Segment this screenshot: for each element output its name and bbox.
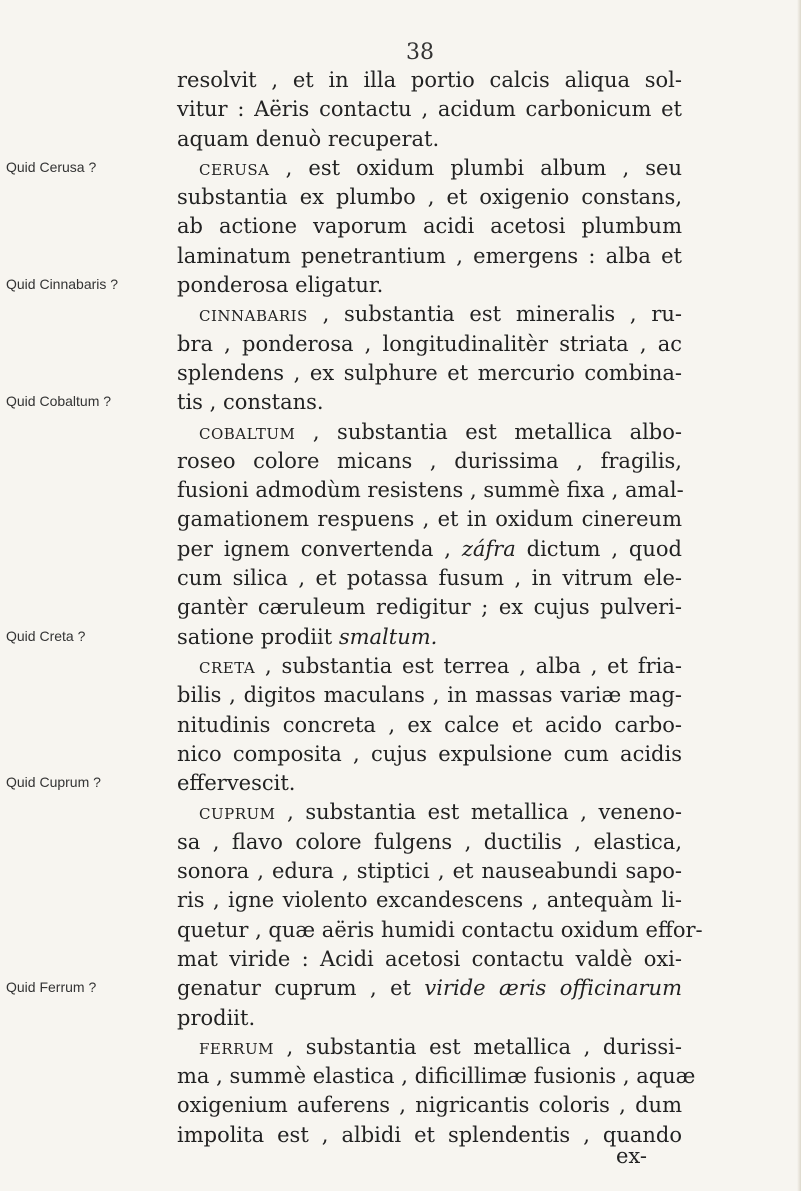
text-segment: aquam denuò recuperat. bbox=[177, 126, 440, 151]
text-line bbox=[177, 1091, 682, 1120]
text-line bbox=[177, 535, 682, 564]
text-segment: per ignem convertenda , bbox=[177, 536, 462, 561]
text-segment: prodiit. bbox=[177, 1005, 256, 1030]
text-line bbox=[177, 974, 682, 1003]
text-segment: oxigenium auferens , nigricantis coloris , dum bbox=[177, 1093, 682, 1118]
text-line bbox=[177, 711, 682, 740]
text-segment: , substantia est metallica , veneno- bbox=[275, 800, 682, 825]
text-segment: satione prodiit bbox=[177, 624, 339, 649]
text-line bbox=[177, 154, 682, 183]
text-segment: , substantia est mineralis , ru- bbox=[307, 302, 682, 327]
text-line bbox=[177, 740, 682, 769]
text-segment: gantèr cæruleum redigitur ; ex cujus pulveri- bbox=[177, 595, 682, 620]
text-line bbox=[177, 95, 682, 124]
text-segment: vitur : Aëris contactu , acidum carbonicum et bbox=[177, 97, 682, 122]
text-segment: sonora , edura , stiptici , et nauseabundi sapo- bbox=[177, 859, 682, 884]
text-segment: nitudinis concreta , ex calce et acido carbo- bbox=[177, 712, 682, 737]
text-line bbox=[177, 183, 682, 212]
entry-headword: cerusa bbox=[199, 155, 270, 180]
text-segment: splendens , ex sulphure et mercurio combina- bbox=[177, 360, 682, 385]
text-line bbox=[177, 447, 682, 476]
text-segment: roseo colore micans , durissima , fragilis, bbox=[177, 448, 682, 473]
text-line bbox=[177, 125, 682, 154]
text-line bbox=[177, 1062, 696, 1091]
italic-term: viride æris officinarum bbox=[424, 976, 682, 1001]
catchword: ex- bbox=[616, 1144, 647, 1168]
text-line bbox=[177, 505, 682, 534]
text-segment: quetur , quæ aëris humidi contactu oxidum effor- bbox=[177, 917, 703, 942]
text-line bbox=[177, 242, 682, 271]
text-line bbox=[177, 916, 703, 945]
italic-term: smaltum. bbox=[338, 624, 438, 649]
text-segment: ris , igne violento excandescens , antequàm li- bbox=[177, 888, 682, 913]
text-line bbox=[177, 271, 682, 300]
italic-term: záfra bbox=[461, 536, 516, 561]
text-segment: genatur cuprum , et bbox=[177, 976, 425, 1001]
text-segment: nico composita , cujus expulsione cum acidis bbox=[177, 741, 682, 766]
text-segment: sa , flavo colore fulgens , ductilis , elastica, bbox=[177, 829, 682, 854]
text-segment: fusioni admodùm resistens , summè fixa , amal- bbox=[177, 478, 684, 503]
text-line bbox=[177, 330, 682, 359]
page-edge bbox=[797, 0, 801, 1191]
text-segment: impolita est , albidi et splendentis , quando bbox=[177, 1122, 682, 1147]
margin-question: Quid Cobaltum ? bbox=[6, 393, 112, 410]
margin-question: Quid Cinnabaris ? bbox=[6, 276, 119, 293]
text-segment: , substantia est terrea , alba , et fria- bbox=[255, 653, 682, 678]
text-line bbox=[177, 681, 682, 710]
entry-headword: creta bbox=[199, 653, 256, 678]
entry-headword: ferrum bbox=[199, 1034, 274, 1059]
text-line bbox=[177, 945, 682, 974]
margin-question: Quid Ferrum ? bbox=[6, 979, 97, 996]
margin-question: Quid Cuprum ? bbox=[6, 774, 101, 791]
text-segment: ab actione vaporum acidi acetosi plumbum bbox=[177, 214, 682, 239]
text-line bbox=[177, 886, 682, 915]
text-line bbox=[177, 212, 682, 241]
entry-headword: cobaltum bbox=[199, 419, 296, 444]
text-line bbox=[177, 564, 682, 593]
text-segment: substantia ex plumbo , et oxigenio constans, bbox=[177, 185, 682, 210]
text-segment: , substantia est metallica , durissi- bbox=[273, 1034, 682, 1059]
text-line bbox=[177, 828, 682, 857]
margin-question: Quid Creta ? bbox=[6, 627, 86, 644]
text-line bbox=[177, 1004, 682, 1033]
text-line bbox=[177, 300, 682, 329]
text-segment: ponderosa eligatur. bbox=[177, 273, 384, 298]
text-segment: resolvit , et in illa portio calcis aliqua sol- bbox=[177, 68, 682, 92]
text-line bbox=[177, 769, 682, 798]
text-segment: laminatum penetrantium , emergens : alba et bbox=[177, 243, 682, 268]
text-segment: dictum , quod bbox=[515, 536, 682, 561]
text-segment: cum silica , et potassa fusum , in vitrum ele- bbox=[177, 566, 682, 591]
text-line bbox=[177, 66, 682, 95]
text-segment: , est oxidum plumbi album , seu bbox=[269, 155, 682, 180]
text-segment: effervescit. bbox=[177, 771, 296, 796]
text-line bbox=[177, 476, 682, 505]
text-line bbox=[177, 798, 682, 827]
entry-headword: cinnabaris bbox=[199, 302, 308, 327]
text-line bbox=[177, 1033, 682, 1062]
text-segment: tis , constans. bbox=[177, 390, 324, 415]
text-line bbox=[177, 857, 682, 886]
text-line bbox=[177, 418, 682, 447]
text-segment: bilis , digitos maculans , in massas variæ mag- bbox=[177, 683, 682, 708]
text-line bbox=[177, 623, 682, 652]
body-text bbox=[177, 66, 703, 1150]
entry-headword: cuprum bbox=[199, 800, 276, 825]
margin-question: Quid Cerusa ? bbox=[6, 158, 97, 175]
text-segment: gamationem respuens , et in oxidum cinereum bbox=[177, 507, 682, 532]
page-number: 38 bbox=[406, 40, 434, 65]
text-segment: ma , summè elastica , dificillimæ fusionis , aquæ bbox=[177, 1064, 696, 1089]
text-line bbox=[177, 652, 682, 681]
text-line bbox=[177, 388, 682, 417]
text-segment: bra , ponderosa , longitudinalitèr striata , ac bbox=[177, 331, 682, 356]
text-segment: , substantia est metallica albo- bbox=[295, 419, 682, 444]
text-segment: mat viride : Acidi acetosi contactu valdè oxi- bbox=[177, 946, 682, 971]
text-line bbox=[177, 359, 682, 388]
text-line bbox=[177, 593, 682, 622]
text-line bbox=[177, 1121, 682, 1150]
